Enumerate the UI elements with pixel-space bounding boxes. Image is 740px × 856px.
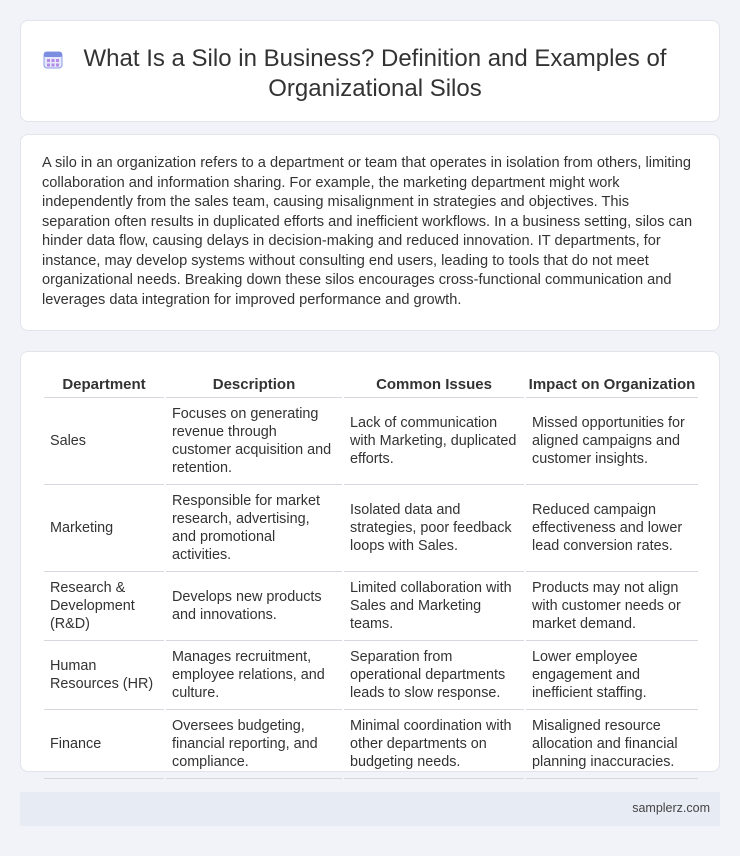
- table-cell: Focuses on generating revenue through customer acquisition and retention.: [166, 398, 342, 485]
- table-row: [44, 485, 698, 572]
- table-cell: Manages recruitment, employee relations, and culture.: [166, 641, 342, 710]
- table-cell: Minimal coordination with other departments on budgeting needs.: [344, 710, 524, 779]
- page-title: What Is a Silo in Business? Definition and Examples of Organizational Silos: [83, 45, 667, 102]
- departments-table: [42, 371, 700, 779]
- column-header-common-issues: Common Issues: [344, 371, 524, 398]
- table-row: [44, 398, 698, 485]
- table-cell: Oversees budgeting, financial reporting, and compliance.: [166, 710, 342, 779]
- table-cell: Lack of communication with Marketing, duplicated efforts.: [344, 398, 524, 485]
- table-cell: Products may not align with customer needs or market demand.: [526, 572, 698, 641]
- table-cell: Lower employee engagement and inefficient staffing.: [526, 641, 698, 710]
- table-cell: Misaligned resource allocation and financial planning inaccuracies.: [526, 710, 698, 779]
- table-cell: Reduced campaign effectiveness and lower lead conversion rates.: [526, 485, 698, 572]
- table-cell: Develops new products and innovations.: [166, 572, 342, 641]
- table-cell: Limited collaboration with Sales and Marketing teams.: [344, 572, 524, 641]
- footer-bar: [20, 792, 720, 826]
- table-cell: Marketing: [44, 485, 164, 572]
- intro-card: [20, 134, 720, 331]
- table-cell: Missed opportunities for aligned campaigns and customer insights.: [526, 398, 698, 485]
- column-header-department: Department: [44, 371, 164, 398]
- table-row: [44, 572, 698, 641]
- table-card: [20, 351, 720, 772]
- column-header-description: Description: [166, 371, 342, 398]
- table-row: [44, 710, 698, 779]
- table-cell: Research & Development (R&D): [44, 572, 164, 641]
- table-cell: Sales: [44, 398, 164, 485]
- intro-paragraph: A silo in an organization refers to a department or team that operates in isolation from others, limiting collaboration and information sharing. For example, the marketing department might work independently from the sales team, causing misalignment in strategies and objectives. This separation often results in duplicated efforts and inefficient workflows. In a business setting, silos can hinder data flow, causing delays in decision-making and reduced innovation. IT departments, for instance, may develop systems without consulting end users, leading to tools that do not meet organizational needs. Breaking down these silos encourages cross-functional communication and leverages data integration for improved performance and growth.: [42, 155, 693, 308]
- column-header-impact: Impact on Organization: [526, 371, 698, 398]
- title-card: [20, 20, 720, 122]
- table-row: [44, 641, 698, 710]
- table-cell: Human Resources (HR): [44, 641, 164, 710]
- table-header-row: [44, 371, 698, 398]
- table-cell: Isolated data and strategies, poor feedback loops with Sales.: [344, 485, 524, 572]
- table-cell: Finance: [44, 710, 164, 779]
- table-cell: Separation from operational departments leads to slow response.: [344, 641, 524, 710]
- footer-source: samplerz.com: [632, 801, 710, 815]
- table-cell: Responsible for market research, advertising, and promotional activities.: [166, 485, 342, 572]
